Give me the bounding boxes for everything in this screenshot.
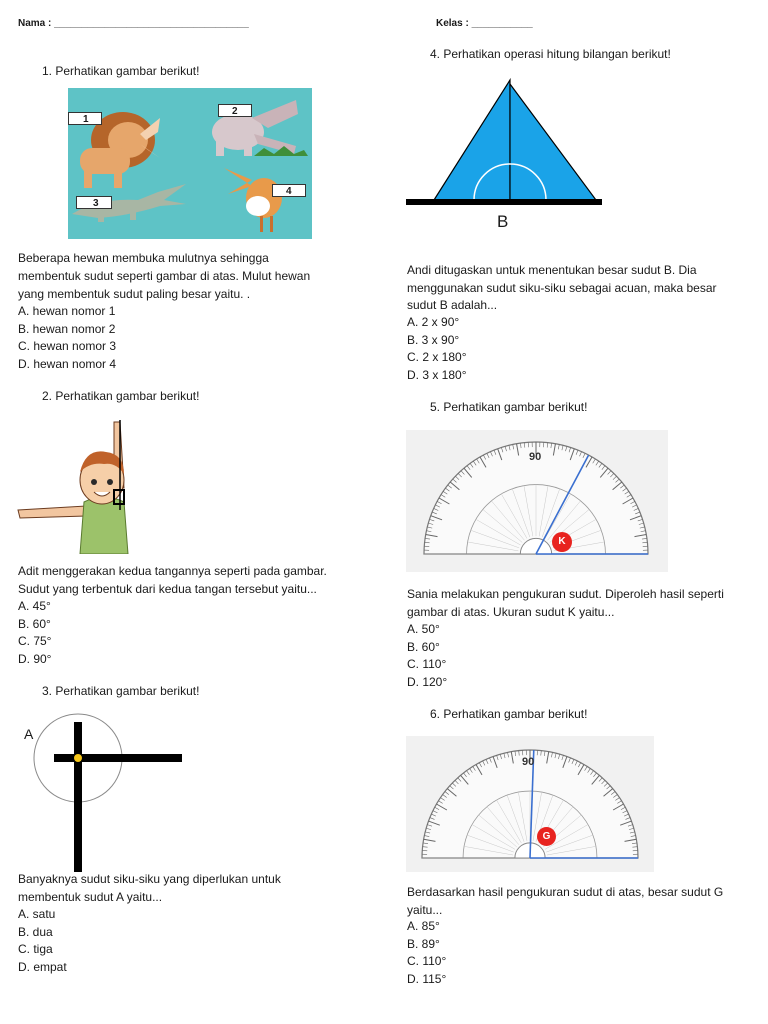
q1-title: 1. Perhatikan gambar berikut! [42,64,200,78]
q6-title: 6. Perhatikan gambar berikut! [430,707,588,721]
q5-option-d[interactable]: D. 120° [407,674,448,689]
q2-option-b[interactable]: B. 60° [18,616,51,631]
q3-title: 3. Perhatikan gambar berikut! [42,684,200,698]
q2-option-d[interactable]: D. 90° [18,651,52,666]
q4-angle-label: B [497,212,509,231]
q1-option-d[interactable]: D. hewan nomor 4 [18,356,117,371]
q1-label-2: 2 [218,104,252,117]
q1-label-3: 3 [76,196,112,209]
q2-boy-arms-image [16,418,136,554]
q5-option-a[interactable]: A. 50° [407,622,440,636]
q3-question-line-1: Banyaknya sudut siku-siku yang diperlukan untuk [18,872,281,886]
q4-question-line-3: sudut B adalah... [407,298,498,312]
q4-question-line-1: Andi ditugaskan untuk menentukan besar sudut B. Dia [407,263,697,277]
q4-option-c[interactable]: C. 2 x 180° [407,350,467,364]
q6-option-a[interactable]: A. 85° [407,919,440,933]
q2-question-line-2: Sudut yang terbentuk dari kedua tangan tersebut yaitu... [18,582,317,596]
q3-question-line-2: membentuk sudut A yaitu... [18,890,163,904]
q1-label-4: 4 [272,184,306,197]
q6-question-line-2: yaitu... [407,903,443,917]
q1-option-c[interactable]: C. hewan nomor 3 [18,339,117,353]
q3-option-c[interactable]: C. tiga [18,942,53,956]
q4-option-b[interactable]: B. 3 x 90° [407,332,460,347]
q6-option-d[interactable]: D. 115° [407,971,447,986]
q2-title: 2. Perhatikan gambar berikut! [42,389,200,403]
q6-option-c[interactable]: C. 110° [407,954,447,968]
q3-option-a[interactable]: A. satu [18,907,56,921]
q5-option-c[interactable]: C. 110° [407,657,447,671]
q5-question-line-2: gambar di atas. Ukuran sudut K yaitu... [407,605,615,619]
kelas-field-label: Kelas : ___________ [436,18,533,29]
q4-triangle-image [406,76,604,210]
q5-question-line-1: Sania melakukan pengukuran sudut. Diperoleh hasil seperti [407,587,724,601]
q5-protractor-90-label: 90 [529,451,542,463]
q5-angle-marker: K [552,532,572,552]
q1-question-line-1: Beberapa hewan membuka mulutnya sehingga [18,251,269,265]
q1-question-line-2: membentuk sudut seperti gambar di atas. Mulut hewan [18,269,311,283]
q4-title: 4. Perhatikan operasi hitung bilangan berikut! [430,47,671,61]
q1-question-line-3: yang membentuk sudut paling besar yaitu. . [18,287,251,301]
q6-question-line-1: Berdasarkan hasil pengukuran sudut di atas, besar sudut G [407,885,724,899]
q5-option-b[interactable]: B. 60° [407,639,440,654]
q6-option-b[interactable]: B. 89° [407,936,440,951]
q3-cross-angle-image [18,712,188,872]
q6-angle-marker: G [537,827,556,846]
q3-option-b[interactable]: B. dua [18,924,53,939]
q2-question-line-1: Adit menggerakan kedua tangannya seperti pada gambar. [18,564,327,578]
q1-animals-image [68,88,312,239]
q3-point-label: A [24,726,34,742]
q4-question-line-2: menggunakan sudut siku-siku sebagai acuan, maka besar [407,281,717,295]
q4-option-d[interactable]: D. 3 x 180° [407,367,467,382]
nama-field-label: Nama : ___________________________________ [18,18,249,29]
q1-option-b[interactable]: B. hewan nomor 2 [18,321,116,336]
q2-option-a[interactable]: A. 45° [18,599,51,613]
q4-option-a[interactable]: A. 2 x 90° [407,315,460,329]
q5-title: 5. Perhatikan gambar berikut! [430,400,588,414]
q2-option-c[interactable]: C. 75° [18,634,52,648]
q6-protractor-90-label: 90 [522,756,535,768]
q3-option-d[interactable]: D. empat [18,959,67,974]
q1-label-1: 1 [68,112,102,125]
q1-option-a[interactable]: A. hewan nomor 1 [18,304,116,318]
